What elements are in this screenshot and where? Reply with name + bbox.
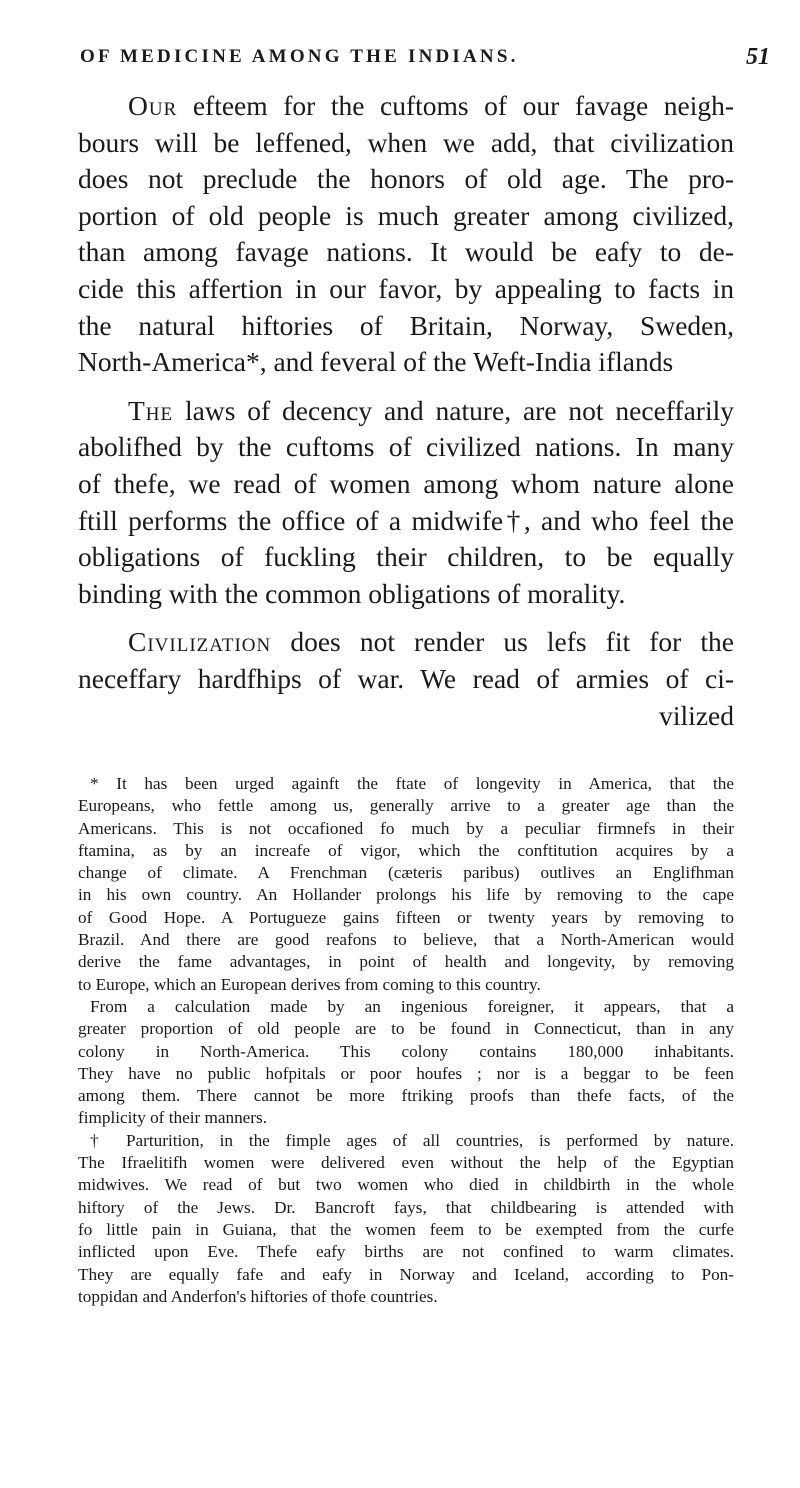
text-line: The laws of decency and nature, are not neceffarily: [128, 394, 734, 426]
text-line: ftill performs the office of a midwife†, and who feel the: [78, 504, 734, 536]
text-line: Civilization does not render us lefs fit for the: [128, 626, 734, 658]
lead-word: Our: [128, 90, 178, 121]
footnote-line: ftamina, as by an increafe of vigor, which the conftitution acquires by a: [78, 840, 734, 860]
footnote-line: † Parturition, in the fimple ages of all countries, is performed by nature.: [90, 1130, 734, 1150]
text-line: does not preclude the honors of old age. The pro-: [78, 163, 734, 195]
footnote-line: Americans. This is not occafioned fo much by a peculiar firmnefs in their: [78, 818, 734, 838]
paragraph-civilization-old-age: [78, 88, 734, 381]
footnote-line: change of climate. A Frenchman (cæteris paribus) outlives an Englifhman: [78, 863, 734, 883]
lead-word: The: [128, 394, 174, 426]
footnote-line: toppidan and Anderfon's hiftories of thofe countries.: [78, 1286, 438, 1306]
footnote-line: They have no public hofpitals or poor houfes ; nor is a beggar to be feen: [78, 1063, 734, 1083]
footnote-line: Brazil. And there are good reafons to believe, that a North-American would: [78, 930, 734, 950]
footnote-line: hiftory of the Jews. Dr. Bancroft fays, that childbearing is attended with: [78, 1197, 734, 1217]
catchword: vilized: [659, 699, 734, 731]
text-line: portion of old people is much greater among civilized,: [78, 199, 734, 231]
text-line: abolifhed by the cuftoms of civilized nations. In many: [78, 431, 734, 463]
footnote-line: The Ifraelitifh women were delivered even without the help of the Egyptian: [78, 1153, 734, 1173]
footnote-line: fimplicity of their manners.: [78, 1108, 268, 1128]
text-line: of thefe, we read of women among whom nature alone: [78, 467, 734, 499]
text-line: North-America*, and feveral of the Weft-India iflands: [78, 346, 674, 378]
text-line: the natural hiftories of Britain, Norway, Sweden,: [78, 309, 734, 341]
text-line: than among favage nations. It would be eafy to de-: [78, 236, 734, 268]
paragraph-decency-nature: [78, 393, 734, 613]
text-line: Our efteem for the cuftoms of our favage neigh-: [128, 90, 734, 121]
text-line: obligations of fuckling their children, to be equally: [78, 541, 734, 573]
text-line: cide this affertion in our favor, by appealing to facts in: [78, 272, 734, 304]
running-head: [80, 46, 770, 76]
footnotes: [78, 773, 734, 1308]
page-number: 51: [746, 44, 770, 70]
footnote-line: * It has been urged againft the ftate of longevity in America, that the: [90, 774, 734, 793]
body-text: [78, 88, 734, 746]
running-title: OF MEDICINE AMONG THE INDIANS.: [80, 46, 519, 67]
footnote-line: colony in North-America. This colony contains 180,000 inhabitants.: [78, 1041, 734, 1061]
footnote-line: From a calculation made by an ingenious foreigner, it appears, that a: [90, 996, 734, 1016]
text-line: bours will be leffened, when we add, that civilization: [78, 126, 734, 158]
paragraph-war-hardships: [78, 624, 734, 734]
footnote-line: Europeans, who fettle among us, generally arrive to a greater age than the: [78, 796, 734, 816]
text-line: neceffary hardfhips of war. We read of armies of ci-: [78, 662, 734, 694]
footnote-line: greater proportion of old people are to be found in Connecticut, than in any: [78, 1019, 734, 1039]
footnote-line: fo little pain in Guiana, that the women feem to be exempted from the curfe: [78, 1219, 734, 1239]
text-line: binding with the common obligations of morality.: [78, 577, 626, 609]
footnote-line: midwives. We read of but two women who died in childbirth in the whole: [78, 1175, 734, 1195]
footnote-line: in his own country. An Hollander prolongs his life by removing to the cape: [78, 885, 734, 905]
footnote-line: They are equally fafe and eafy in Norway and Iceland, according to Pon-: [78, 1264, 734, 1284]
footnote-line: of Good Hope. A Portugueze gains fifteen or twenty years by removing to: [78, 907, 734, 927]
lead-word: Civilization: [128, 626, 272, 658]
footnote-line: derive the fame advantages, in point of health and longevity, by removing: [78, 952, 734, 972]
footnote-line: inflicted upon Eve. Thefe eafy births are not confined to warm climates.: [78, 1242, 734, 1262]
footnote-line: to Europe, which an European derives from coming to this country.: [78, 974, 541, 994]
footnote-line: among them. There cannot be more ftriking proofs than thefe facts, of the: [78, 1086, 734, 1106]
